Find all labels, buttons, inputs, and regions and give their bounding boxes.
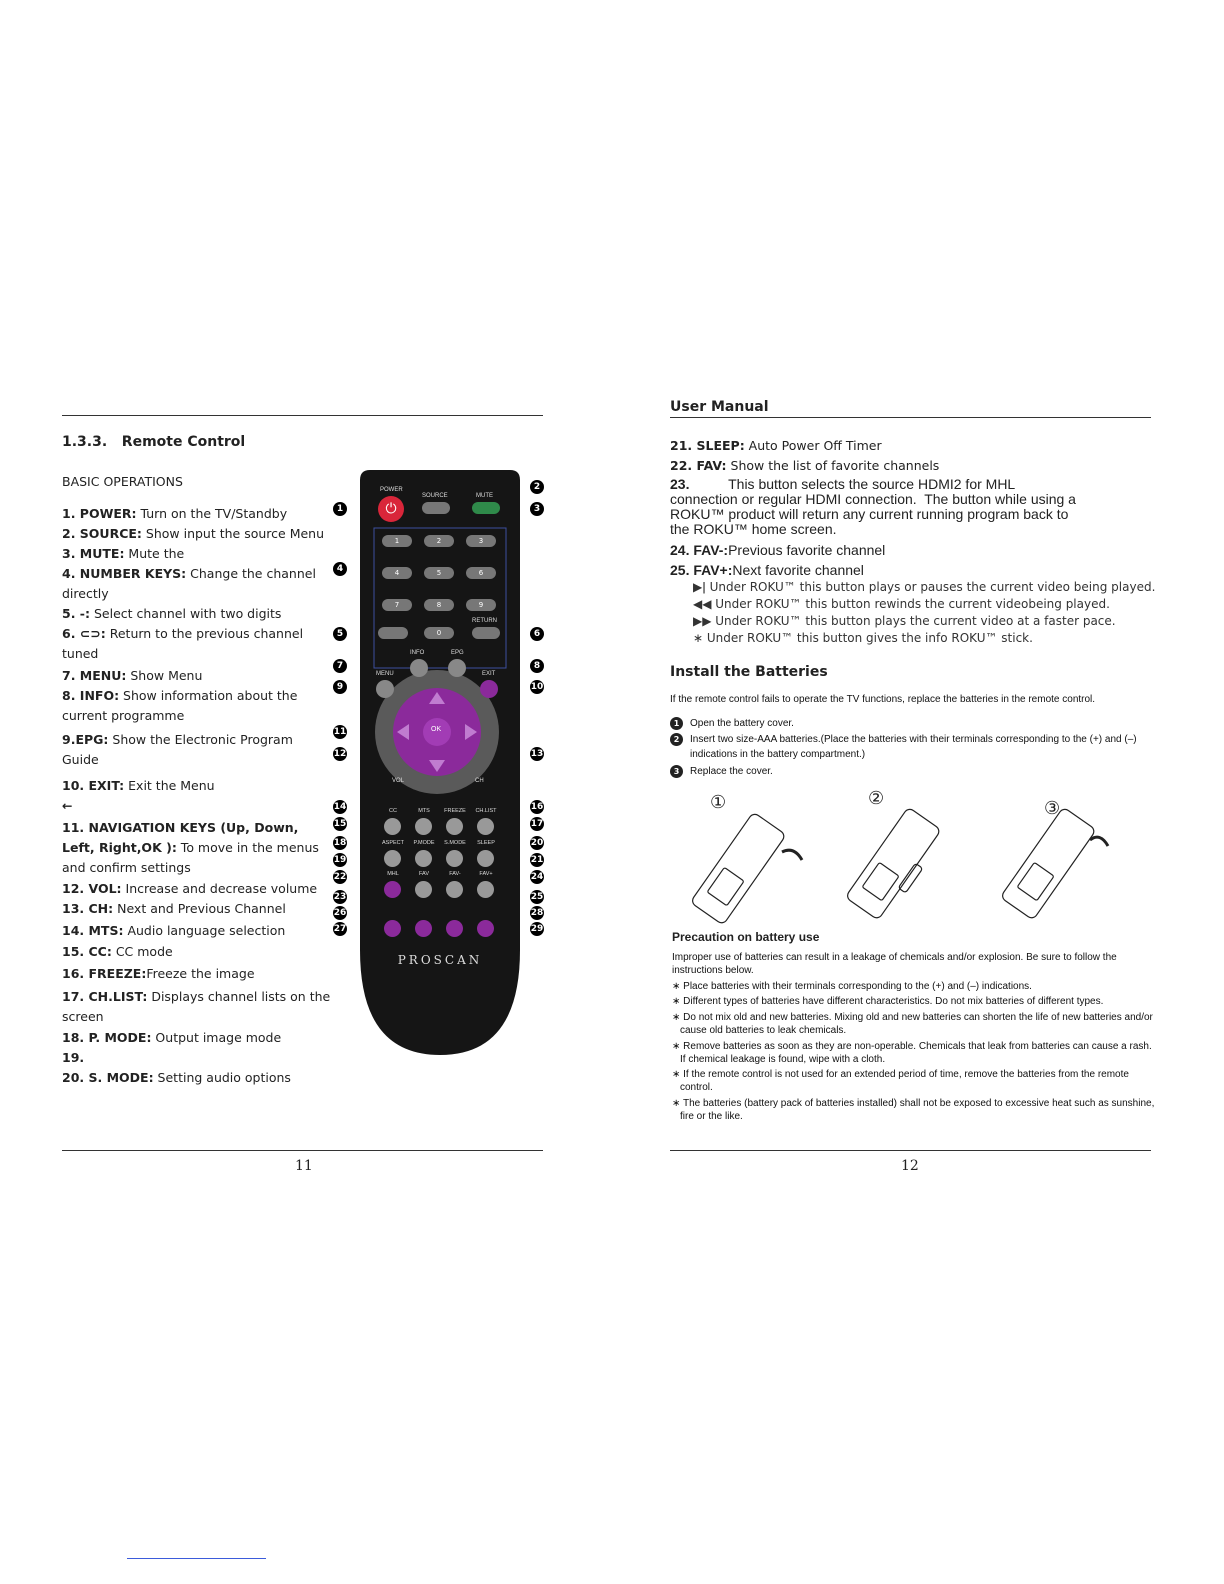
cc-button[interactable] <box>384 818 401 835</box>
digit-button[interactable]: 9 <box>466 599 496 611</box>
subheading: BASIC OPERATIONS <box>62 474 183 489</box>
callout-marker: 21 <box>530 855 544 865</box>
ch-label: CH <box>475 778 484 784</box>
precaution-item: ∗ If the remote control is not used for an extended period of time, remove the batteries from the remote control. <box>672 1069 1129 1093</box>
pmode-button[interactable] <box>415 850 432 867</box>
operation-key: 7. MENU: <box>62 668 127 683</box>
operation-item <box>62 899 332 919</box>
figure-label-3: ③ <box>1044 798 1061 819</box>
operation-text: Show information about the current programme <box>62 688 298 723</box>
operation-item <box>62 879 332 899</box>
callout-marker: 7 <box>333 659 347 673</box>
digit-button[interactable]: 7 <box>382 599 412 611</box>
operation-key: 12. VOL: <box>62 881 122 896</box>
mute-button[interactable] <box>472 502 500 514</box>
operation-text: Audio language selection <box>123 923 286 938</box>
power-label: POWER <box>380 487 403 493</box>
return-label: RETURN <box>472 618 497 624</box>
menu-button[interactable] <box>376 680 394 698</box>
callout-marker: 29 <box>530 924 544 934</box>
digit-button[interactable]: 8 <box>424 599 454 611</box>
install-intro: If the remote control fails to operate the TV functions, replace the batteries in the remote control. <box>670 694 1096 705</box>
operation-item <box>62 564 332 604</box>
callout-marker: 16 <box>530 802 544 812</box>
fast-forward-button[interactable] <box>446 920 463 937</box>
operation-key: 8. INFO: <box>62 688 120 703</box>
callout-marker: 18 <box>333 838 347 848</box>
top-rule-left <box>62 415 543 416</box>
operation-text: Next favorite channel <box>732 562 864 578</box>
operation-text: Exit the Menu <box>124 778 215 793</box>
callout-marker: 20 <box>530 838 544 848</box>
callout-marker: 10 <box>530 682 544 692</box>
operation-key: 19. <box>62 1050 85 1065</box>
figure-label-1: ① <box>710 792 727 813</box>
operation-key: 9.EPG: <box>62 732 109 747</box>
roku-note: ▶▶ Under ROKU™ this button plays the current video at a faster pace. <box>693 614 1116 628</box>
operation-item <box>62 942 332 962</box>
digit-button[interactable]: 2 <box>424 535 454 547</box>
epg-label: EPG <box>451 650 464 656</box>
callout-marker: 9 <box>333 680 347 694</box>
operation-key: 14. MTS: <box>62 923 124 938</box>
operation-item <box>62 666 332 686</box>
operation-text: CC mode <box>111 944 173 959</box>
source-label: SOURCE <box>422 493 448 499</box>
operation-key: 2. SOURCE: <box>62 526 142 541</box>
operation-key: 23. <box>670 476 690 492</box>
precaution-intro: Improper use of batteries can result in a leakage of chemicals and/or explosion. Be sure to follow the instructions below. <box>672 952 1117 976</box>
precaution-item: ∗ The batteries (battery pack of batteries installed) shall not be exposed to excessive heat such as sunshine, fire or the like. <box>672 1098 1155 1122</box>
brand-logo: PROSCAN <box>397 953 483 967</box>
callout-marker: 13 <box>530 749 544 759</box>
pmode-label: P.MODE <box>413 840 435 846</box>
power-button[interactable]: ⏻ <box>378 496 404 522</box>
digit-button[interactable]: 6 <box>466 567 496 579</box>
step-text: Open the battery cover. <box>690 718 794 729</box>
operation-text: Return to the previous channel tuned <box>62 626 304 661</box>
sleep-label: SLEEP <box>477 840 495 846</box>
callout-marker: 19 <box>333 855 347 865</box>
mts-button[interactable] <box>415 818 432 835</box>
favplus-button[interactable] <box>477 881 494 898</box>
callout-marker: 6 <box>530 627 544 641</box>
operation-item <box>62 921 332 941</box>
callout-marker: 12 <box>333 749 347 759</box>
fav-label: FAV <box>419 871 429 877</box>
freeze-button[interactable] <box>446 818 463 835</box>
operation-key: 6. ⊂⊃: <box>62 626 106 641</box>
callout-marker: 2 <box>530 480 544 494</box>
step-number-icon: 3 <box>670 765 683 778</box>
battery-figures <box>690 788 1140 927</box>
chlist-button[interactable] <box>477 818 494 835</box>
precaution-item: ∗ Place batteries with their terminals corresponding to the (+) and (–) indications. <box>672 981 1032 992</box>
operation-key: 11. NAVIGATION KEYS (Up, Down, Left, Right,OK ): <box>62 820 299 855</box>
operation-text: Mute the <box>124 546 185 561</box>
operation-text: Next and Previous Channel <box>113 901 286 916</box>
freeze-label: FREEZE <box>444 808 466 814</box>
operation-item <box>62 964 332 984</box>
page-number-right: 12 <box>901 1158 919 1174</box>
operation-item <box>62 796 332 816</box>
roku-note: ◀◀ Under ROKU™ this button rewinds the current videobeing played. <box>693 597 1110 611</box>
precaution-item: ∗ Remove batteries as soon as they are non-operable. Chemicals that leak from batteries can cause a rash. If chemical leakage is found, wipe with a cloth. <box>672 1041 1152 1065</box>
top-rule-right <box>670 417 1151 418</box>
operation-item <box>62 544 332 564</box>
callout-marker: 3 <box>530 502 544 516</box>
operation-item <box>62 818 332 878</box>
return-button[interactable] <box>472 627 500 639</box>
figure-label-2: ② <box>868 788 885 809</box>
favminus-label: FAV- <box>449 871 461 877</box>
operation-key: 18. P. MODE: <box>62 1030 152 1045</box>
operation-item <box>670 540 1080 560</box>
callout-marker: 8 <box>530 659 544 673</box>
operation-key: 21. SLEEP: <box>670 438 745 453</box>
callout-marker: 11 <box>333 727 347 737</box>
operation-text: Previous favorite channel <box>728 542 886 558</box>
callout-marker: 15 <box>333 819 347 829</box>
operation-key: 24. FAV-: <box>670 542 729 558</box>
remote-control-illustration <box>330 470 550 1060</box>
operation-item <box>62 730 332 770</box>
roku-note: ▶ǀ Under ROKU™ this button plays or pauses the current video being played. <box>693 580 1156 594</box>
manual-header: User Manual <box>670 399 769 415</box>
operation-item <box>62 1048 332 1068</box>
sleep-button[interactable] <box>477 850 494 867</box>
step-number-icon: 1 <box>670 717 683 730</box>
mts-label: MTS <box>418 808 430 814</box>
callout-marker: 1 <box>333 502 347 516</box>
bottom-rule-left <box>62 1150 543 1151</box>
callout-marker: 4 <box>333 562 347 576</box>
vol-label: VOL <box>392 778 405 784</box>
exit-button[interactable] <box>480 680 498 698</box>
info-button[interactable] <box>410 659 428 677</box>
operation-item <box>62 1028 332 1048</box>
aspect-label: ASPECT <box>381 840 404 846</box>
operation-text: Setting audio options <box>153 1070 291 1085</box>
source-button[interactable] <box>422 502 450 514</box>
digit-button[interactable]: 3 <box>466 535 496 547</box>
fav-button[interactable] <box>415 881 432 898</box>
precaution-title: Precaution on battery use <box>672 930 820 944</box>
section-title: 1.3.3. Remote Control <box>62 434 246 450</box>
mute-label: MUTE <box>476 493 493 499</box>
callout-marker: 27 <box>333 924 347 934</box>
operation-item <box>62 987 332 1027</box>
install-title: Install the Batteries <box>670 664 828 680</box>
operation-text: Turn on the TV/Standby <box>136 506 288 521</box>
operation-text: Increase and decrease volume <box>121 881 318 896</box>
operation-item <box>670 436 1080 456</box>
smode-button[interactable] <box>446 850 463 867</box>
remote-svg <box>330 470 550 1060</box>
operation-text: Freeze the image <box>146 966 255 981</box>
operation-key: 1. POWER: <box>62 506 137 521</box>
precaution-item: ∗ Do not mix old and new batteries. Mixing old and new batteries can shorten the life of new batteries and/or cause old batteries to leak chemicals. <box>672 1012 1153 1036</box>
callout-marker: 23 <box>333 892 347 902</box>
operation-key: 25. FAV+: <box>670 562 733 578</box>
mhl-label: MHL <box>387 871 399 877</box>
callout-marker: 14 <box>333 802 347 812</box>
dash-button[interactable] <box>378 627 408 639</box>
exit-label: EXIT <box>482 671 496 677</box>
favminus-button[interactable] <box>446 881 463 898</box>
digit-button[interactable]: 1 <box>382 535 412 547</box>
epg-button[interactable] <box>448 659 466 677</box>
precaution-item: ∗ Different types of batteries have different characteristics. Do not mix batteries of different types. <box>672 996 1104 1007</box>
operation-item <box>62 504 332 524</box>
operation-item <box>670 456 1080 476</box>
digit-button[interactable]: 5 <box>424 567 454 579</box>
footer-link-line <box>127 1558 266 1559</box>
callout-marker: 28 <box>530 908 544 918</box>
info-label: INFO <box>410 650 425 656</box>
operation-text: Show Menu <box>126 668 203 683</box>
operation-key: 10. EXIT: <box>62 778 125 793</box>
operation-text: To move in the menus and confirm settings <box>62 840 319 875</box>
aspect-button[interactable] <box>384 850 401 867</box>
operation-text: Show the Electronic Program Guide <box>62 732 293 767</box>
operation-item <box>62 776 332 796</box>
step-number-icon: 2 <box>670 733 683 746</box>
digit-button[interactable]: 4 <box>382 567 412 579</box>
step-text: Replace the cover. <box>690 766 773 777</box>
callout-marker: 24 <box>530 872 544 882</box>
operation-key: 3. MUTE: <box>62 546 125 561</box>
operation-text: This button selects the source HDMI2 for MHL connection or regular HDMI connection. The button while using a ROKU™ product will return any current running program back to the ROKU™ home screen. <box>670 476 1080 537</box>
mhl-button[interactable] <box>384 881 401 898</box>
callout-marker: 17 <box>530 819 544 829</box>
favplus-label: FAV+ <box>479 871 493 877</box>
operation-item <box>62 1068 332 1088</box>
operation-key: ← <box>62 798 73 813</box>
operation-text: Select channel with two digits <box>90 606 282 621</box>
operation-key: 22. FAV: <box>670 458 727 473</box>
operation-key: 20. S. MODE: <box>62 1070 154 1085</box>
play-pause-button[interactable] <box>415 920 432 937</box>
star-button[interactable] <box>477 920 494 937</box>
operation-key: 17. CH.LIST: <box>62 989 148 1004</box>
bottom-rule-right <box>670 1150 1151 1151</box>
operation-item <box>62 524 332 544</box>
operation-key: 5. -: <box>62 606 90 621</box>
operation-key: 13. CH: <box>62 901 114 916</box>
step-text: Insert two size-AAA batteries.(Place the batteries with their terminals corresponding to the (+) and (–) indications in the battery compartment.) <box>690 734 1137 760</box>
callout-marker: 22 <box>333 872 347 882</box>
operation-key: 4. NUMBER KEYS: <box>62 566 187 581</box>
operation-text: Show the list of favorite channels <box>726 458 940 473</box>
cc-label: CC <box>389 808 397 814</box>
menu-label: MENU <box>376 671 394 677</box>
operation-text: Displays channel lists on the screen <box>62 989 331 1024</box>
operation-item <box>670 560 1080 580</box>
battery-figures-svg <box>690 792 1140 927</box>
operation-text: Change the channel directly <box>62 566 316 601</box>
operation-item <box>670 477 1080 537</box>
operation-item <box>62 686 332 726</box>
ok-label[interactable]: OK <box>431 726 442 733</box>
digit-button[interactable]: 0 <box>424 627 454 639</box>
operation-text: Auto Power Off Timer <box>744 438 882 453</box>
callout-marker: 5 <box>333 627 347 641</box>
operation-item <box>62 604 332 624</box>
operation-key: 15. CC: <box>62 944 112 959</box>
roku-note: ∗ Under ROKU™ this button gives the info ROKU™ stick. <box>693 631 1033 645</box>
operation-item <box>62 624 332 664</box>
smode-label: S.MODE <box>444 840 466 846</box>
operation-text: Output image mode <box>151 1030 282 1045</box>
callout-marker: 26 <box>333 908 347 918</box>
callout-marker: 25 <box>530 892 544 902</box>
chlist-label: CH.LIST <box>475 808 497 814</box>
operation-key: 16. FREEZE: <box>62 966 147 981</box>
page-number-left: 11 <box>295 1158 313 1174</box>
rewind-button[interactable] <box>384 920 401 937</box>
operation-text: Show input the source Menu <box>141 526 325 541</box>
